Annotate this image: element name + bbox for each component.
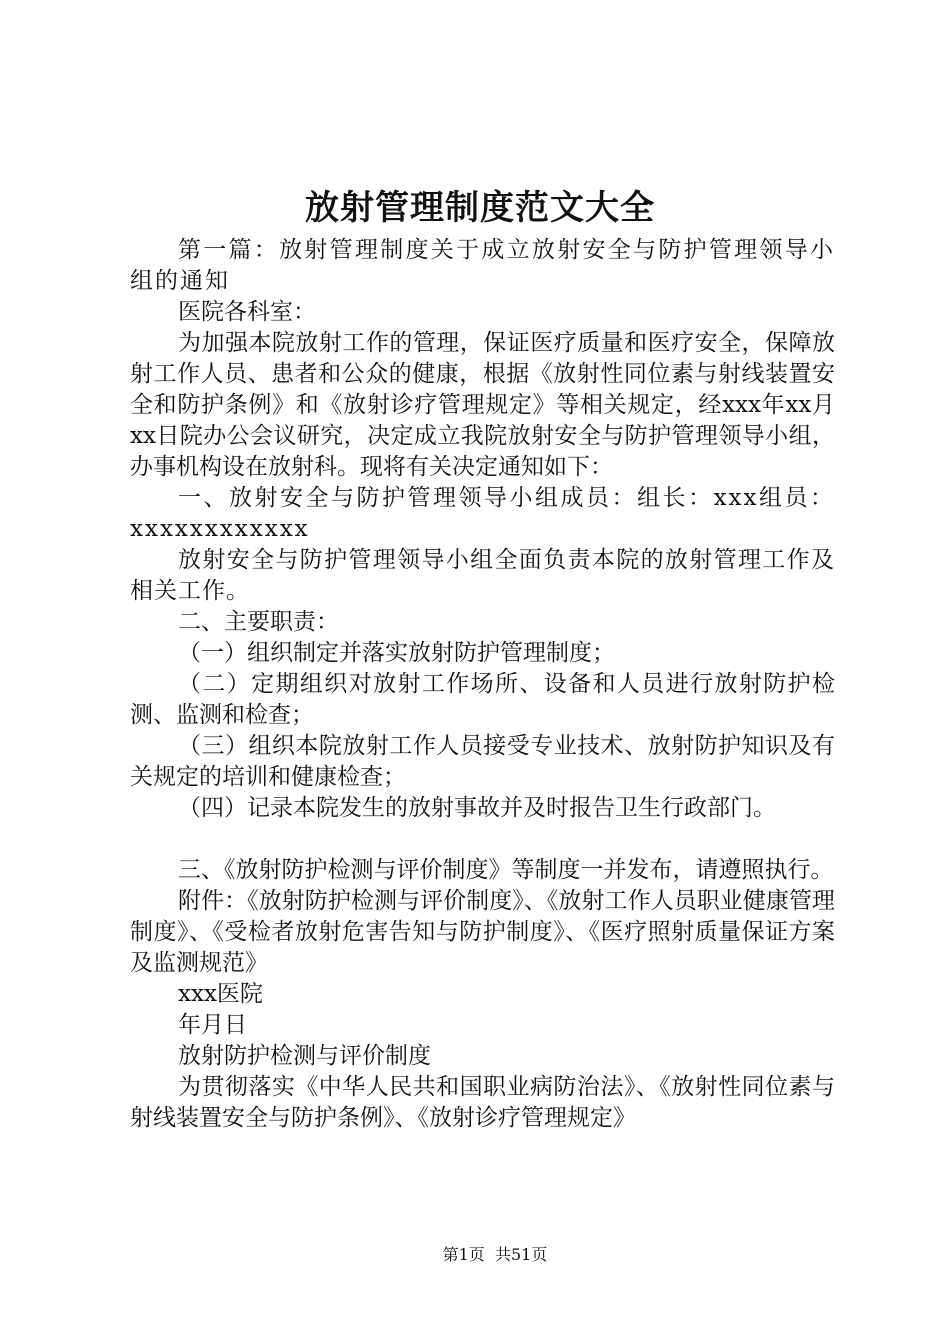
list-item: （四）记录本院发生的放射事故并及时报告卫生行政部门。 xyxy=(178,795,776,821)
list-item: （二）定期组织对放射工作场所、设备和人员进行放射防护检测、监测和检查； xyxy=(130,671,835,728)
document-title: 放射管理制度范文大全 xyxy=(305,188,655,228)
signature-line: xxx医院 xyxy=(178,981,263,1007)
body-paragraph: 为加强本院放射工作的管理，保证医疗质量和医疗安全，保障放射工作人员、患者和公众的健康，根据《放射性同位素与射线装置安全和防护条例》和《放射诊疗管理规定》等相关规定，经xxx年xx月xx日院办公会议研究，决定成立我院放射安全与防护管理领导小组，办事机构设在放射科。现将有关决定通知如下： xyxy=(130,330,835,480)
body-paragraph: 为贯彻落实《中华人民共和国职业病防治法》、《放射性同位素与射线装置安全与防护条例》、《放射诊疗管理规定》 xyxy=(130,1074,835,1131)
body-paragraph: 一、放射安全与防护管理领导小组成员：组长：xxx组员：xxxxxxxxxxxx xyxy=(130,485,835,542)
page-number: 第1页 xyxy=(442,1245,485,1264)
page-total: 共51页 xyxy=(494,1245,548,1264)
list-item: （一）组织制定并落实放射防护管理制度； xyxy=(178,640,615,666)
section-heading: 第一篇：放射管理制度关于成立放射安全与防护管理领导小组的通知 xyxy=(130,237,835,294)
attachments-paragraph: 附件：《放射防护检测与评价制度》、《放射工作人员职业健康管理制度》、《受检者放射危害告知与防护制度》、《医疗照射质量保证方案及监测规范》 xyxy=(130,888,835,976)
document-body xyxy=(130,235,835,1134)
salutation: 医院各科室： xyxy=(178,299,316,325)
date-line: 年月日 xyxy=(178,1012,247,1038)
body-paragraph: 二、主要职责： xyxy=(178,609,339,635)
section-heading: 放射防护检测与评价制度 xyxy=(178,1043,431,1069)
list-item: （三）组织本院放射工作人员接受专业技术、放射防护知识及有关规定的培训和健康检查； xyxy=(130,733,835,790)
page-footer xyxy=(0,1243,950,1267)
body-paragraph: 三、《放射防护检测与评价制度》等制度一并发布，请遵照执行。 xyxy=(178,857,834,883)
body-paragraph: 放射安全与防护管理领导小组全面负责本院的放射管理工作及相关工作。 xyxy=(130,547,835,604)
